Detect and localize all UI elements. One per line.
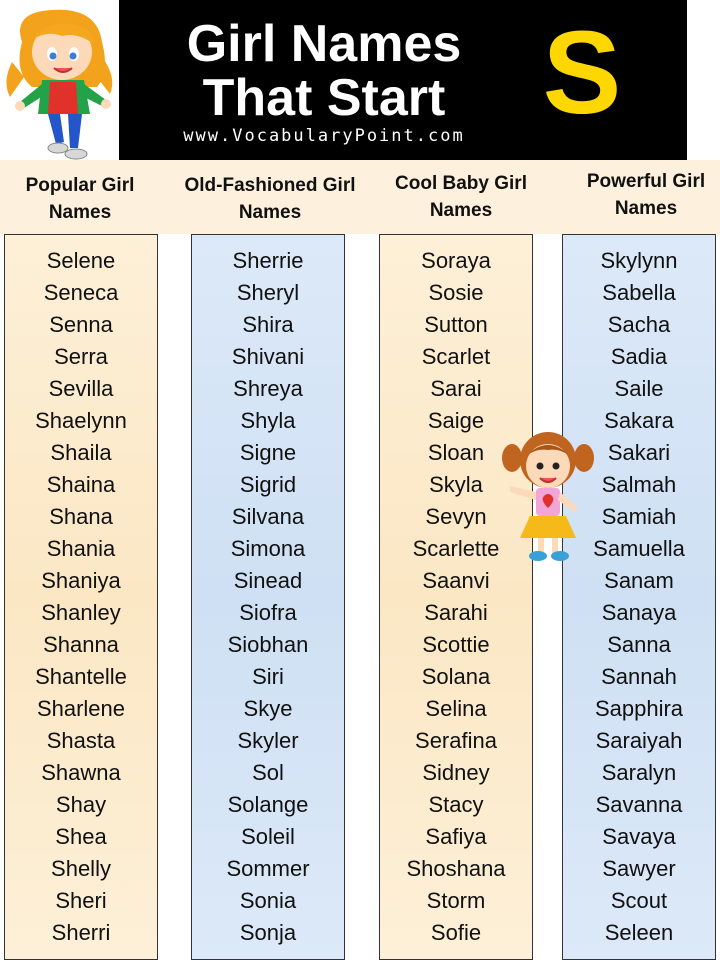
name-item: Sheryl: [236, 280, 300, 305]
name-item: Sommer: [226, 856, 310, 881]
page-title-line-2: That Start: [202, 69, 446, 127]
name-item: Scottie: [422, 632, 490, 657]
name-item: Saralyn: [601, 760, 677, 785]
name-item: Shea: [55, 824, 107, 849]
name-item: Shanley: [41, 600, 121, 625]
names-column-cool: [379, 234, 533, 960]
name-list: [5, 235, 157, 949]
name-item: Soraya: [421, 248, 491, 273]
name-item: Samiah: [601, 504, 677, 529]
name-item: Sol: [252, 760, 284, 785]
name-item: Serafina: [415, 728, 497, 753]
name-item: Scout: [610, 888, 668, 913]
name-item: Savaya: [602, 824, 676, 849]
name-list: [380, 235, 532, 949]
name-item: Shantelle: [35, 664, 127, 689]
name-item: Signe: [239, 440, 297, 465]
name-item: Shana: [49, 504, 113, 529]
name-item: Storm: [426, 888, 486, 913]
name-item: Sapphira: [594, 696, 684, 721]
name-item: Skyla: [429, 472, 483, 497]
name-item: Shaniya: [41, 568, 121, 593]
title-letter: S: [542, 7, 622, 139]
name-list: [192, 235, 344, 949]
name-item: Sidney: [422, 760, 490, 785]
name-item: Sigrid: [239, 472, 297, 497]
name-item: Simona: [230, 536, 306, 561]
name-item: Sosie: [428, 280, 484, 305]
name-item: Shivani: [231, 344, 305, 369]
cartoon-girl-small-icon: [500, 422, 596, 564]
column-heading-old-fashioned: Old-Fashioned Girl Names: [184, 175, 356, 223]
name-item: Shay: [55, 792, 107, 817]
name-item: Siofra: [239, 600, 297, 625]
name-item: Sanaya: [601, 600, 677, 625]
names-column-old-fashioned: [191, 234, 345, 960]
name-item: Scarlette: [412, 536, 500, 561]
name-item: Saanvi: [422, 568, 490, 593]
column-heading-cool: Cool Baby Girl Names: [395, 173, 527, 221]
title-banner: [119, 0, 687, 160]
column-heading-popular: Popular Girl Names: [25, 175, 135, 223]
name-item: Shyla: [240, 408, 296, 433]
name-item: Shasta: [46, 728, 116, 753]
names-column-powerful: [562, 234, 716, 960]
names-column-popular: [4, 234, 158, 960]
name-item: Siri: [252, 664, 284, 689]
page-title-line-1: Girl Names: [186, 15, 462, 73]
name-item: Senna: [49, 312, 113, 337]
name-item: Shira: [242, 312, 294, 337]
cartoon-girl-icon: [2, 2, 118, 162]
name-item: Sheri: [55, 888, 107, 913]
name-item: Shaelynn: [35, 408, 127, 433]
name-item: Silvana: [231, 504, 305, 529]
name-item: Sanam: [604, 568, 674, 593]
name-item: Sutton: [424, 312, 488, 337]
name-item: Selina: [425, 696, 487, 721]
name-item: Sakara: [604, 408, 674, 433]
name-item: Shreya: [233, 376, 303, 401]
website-url: www.VocabularyPoint.com: [183, 126, 465, 146]
name-item: Scarlet: [421, 344, 491, 369]
name-item: Safiya: [425, 824, 487, 849]
name-item: Skye: [243, 696, 293, 721]
name-item: Sevyn: [425, 504, 487, 529]
name-item: Shelly: [51, 856, 111, 881]
column-heading-powerful: Powerful Girl Names: [586, 171, 706, 219]
name-item: Soleil: [241, 824, 295, 849]
name-item: Saraiyah: [595, 728, 683, 753]
name-item: Sofie: [430, 920, 482, 945]
name-item: Seleen: [604, 920, 674, 945]
name-item: Sarai: [430, 376, 482, 401]
name-item: Sherrie: [232, 248, 304, 273]
name-item: Sarahi: [424, 600, 488, 625]
name-item: Sacha: [607, 312, 671, 337]
name-item: Skylynn: [600, 248, 678, 273]
name-item: Sanna: [607, 632, 671, 657]
name-item: Shaina: [46, 472, 116, 497]
name-item: Savanna: [595, 792, 683, 817]
name-item: Sabella: [602, 280, 676, 305]
name-item: Sawyer: [602, 856, 676, 881]
name-item: Serra: [54, 344, 108, 369]
name-item: Solange: [227, 792, 309, 817]
name-item: Skyler: [237, 728, 299, 753]
name-item: Samuella: [593, 536, 685, 561]
name-item: Seneca: [43, 280, 119, 305]
name-item: Sonja: [239, 920, 297, 945]
name-item: Shoshana: [406, 856, 506, 881]
name-item: Siobhan: [227, 632, 309, 657]
name-item: Sinead: [233, 568, 303, 593]
name-item: Saile: [614, 376, 664, 401]
name-item: Solana: [421, 664, 491, 689]
name-item: Shaila: [50, 440, 112, 465]
name-item: Selene: [46, 248, 116, 273]
name-item: Stacy: [428, 792, 484, 817]
name-item: Shawna: [41, 760, 121, 785]
name-item: Sakari: [607, 440, 671, 465]
name-item: Sherri: [51, 920, 111, 945]
name-item: Shania: [46, 536, 116, 561]
name-item: Sonia: [239, 888, 297, 913]
name-item: Shanna: [43, 632, 119, 657]
name-list: [563, 235, 715, 949]
name-item: Salmah: [601, 472, 677, 497]
name-item: Saige: [427, 408, 485, 433]
name-item: Sannah: [601, 664, 677, 689]
name-item: Sharlene: [36, 696, 126, 721]
name-item: Sevilla: [48, 376, 114, 401]
name-item: Sadia: [610, 344, 668, 369]
name-item: Sloan: [427, 440, 485, 465]
